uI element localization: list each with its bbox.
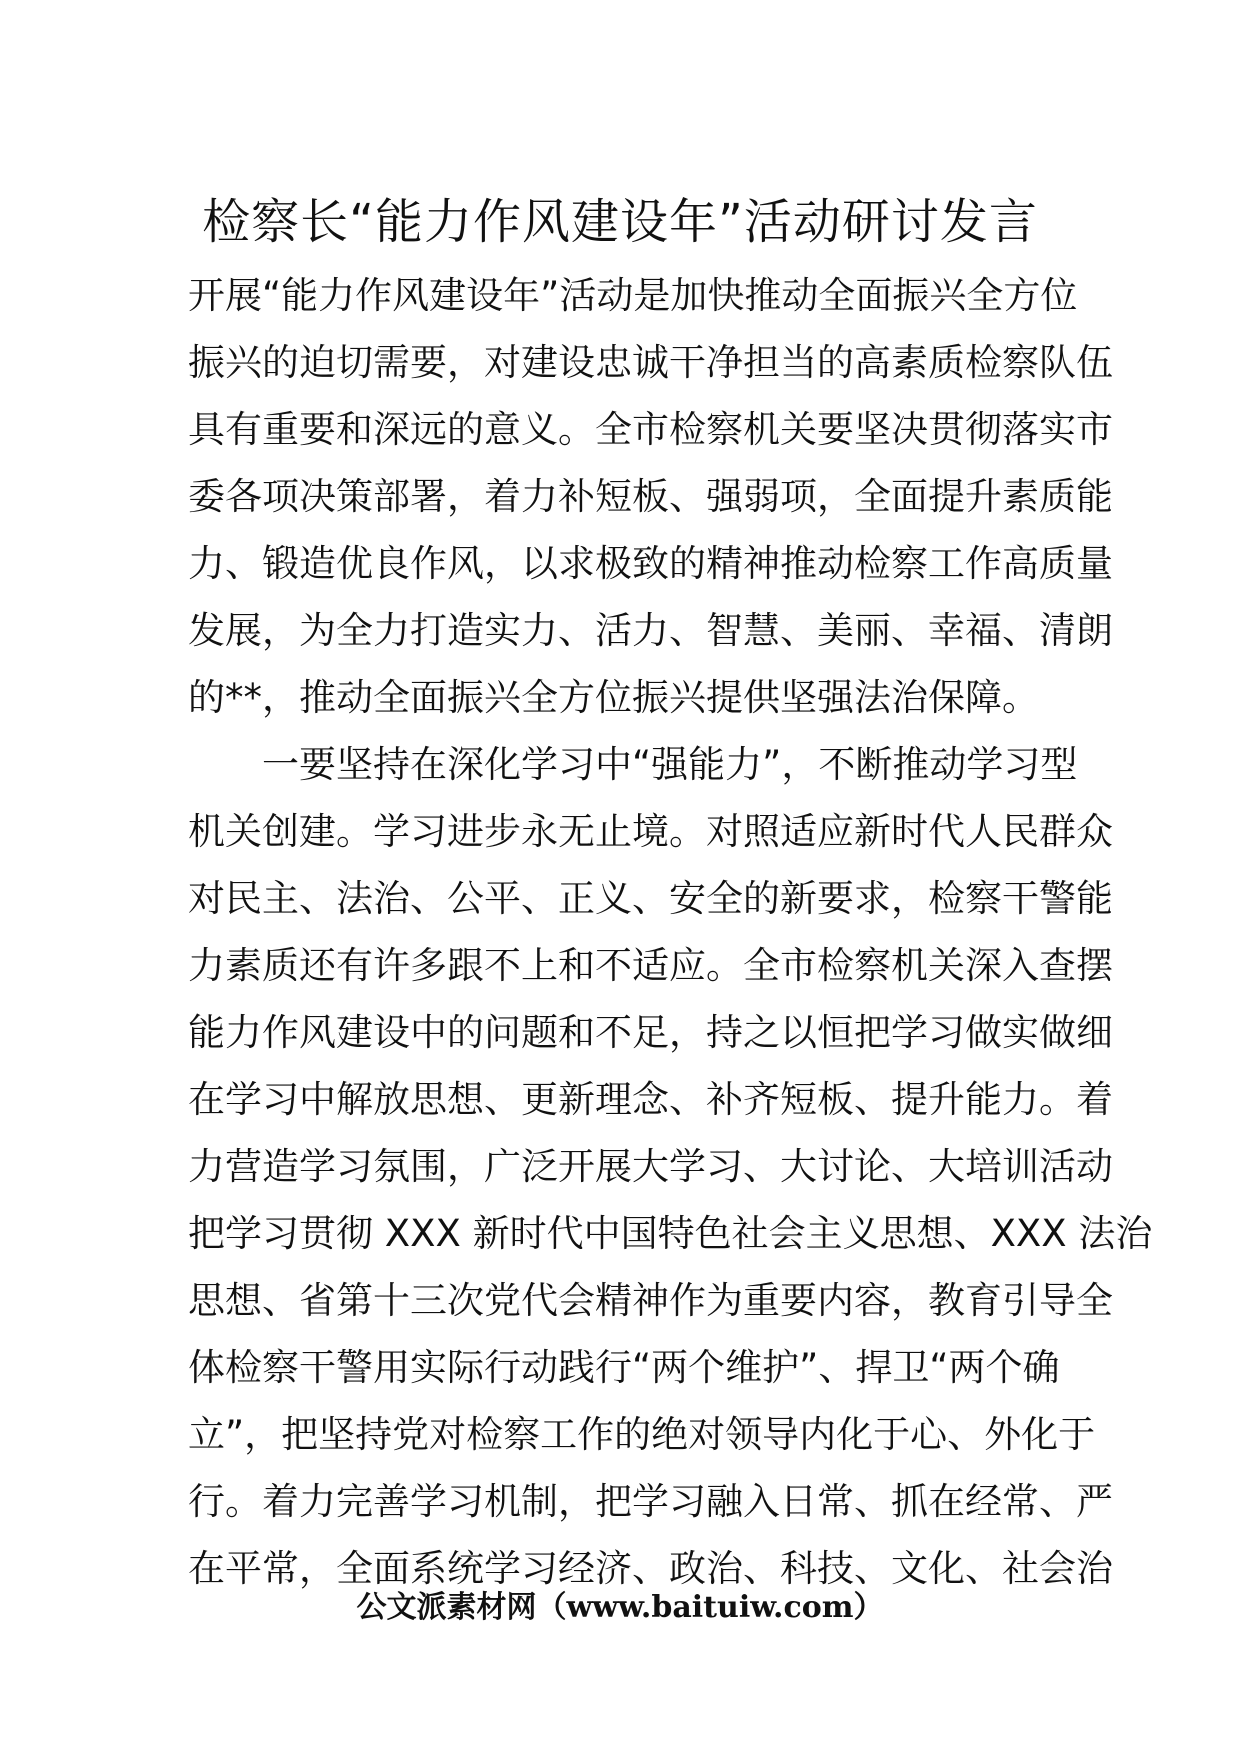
paragraph-line: 力素质还有许多跟不上和不适应。全市检察机关深入查摆 [188,944,1113,987]
paragraph-line: 体检察干警用实际行动践行“两个维护”、捍卫“两个确 [188,1346,1060,1389]
paragraph-line: 能力作风建设中的问题和不足，持之以恒把学习做实做细 [188,1011,1113,1054]
paragraph-line: 在学习中解放思想、更新理念、补齐短板、提升能力。着 [188,1078,1113,1121]
paragraph-line: 立”，把坚持党对检察工作的绝对领导内化于心、外化于 [188,1413,1096,1456]
footer-watermark: 公文派素材网（www.baituiw.com） [356,1590,884,1625]
paragraph-line: 一要坚持在深化学习中“强能力”，不断推动学习型 [262,743,1078,786]
paragraph-line: 振兴的迫切需要，对建设忠诚干净担当的高素质检察队伍 [188,341,1113,384]
paragraph-line: 的**，推动全面振兴全方位振兴提供坚强法治保障。 [188,676,1039,719]
paragraph-line: 把学习贯彻 XXX 新时代中国特色社会主义思想、XXX 法治 [188,1212,1153,1255]
paragraph-line: 行。着力完善学习机制，把学习融入日常、抓在经常、严 [188,1480,1113,1523]
paragraph-line: 具有重要和深远的意义。全市检察机关要坚决贯彻落实市 [188,408,1113,451]
paragraph-line: 机关创建。学习进步永无止境。对照适应新时代人民群众 [188,810,1113,853]
paragraph-line: 开展“能力作风建设年”活动是加快推动全面振兴全方位 [188,274,1078,317]
paragraph-intro [188,262,1113,731]
paragraph-line: 思想、省第十三次党代会精神作为重要内容，教育引导全 [188,1279,1113,1322]
paragraph-line: 在平常，全面系统学习经济、政治、科技、文化、社会治 [188,1547,1113,1590]
paragraph-line: 发展，为全力打造实力、活力、智慧、美丽、幸福、清朗 [188,609,1113,652]
document-title: 检察长“能力作风建设年”活动研讨发言 [202,194,1038,250]
paragraph-line: 委各项决策部署，着力补短板、强弱项，全面提升素质能 [188,475,1113,518]
paragraph-line: 力营造学习氛围，广泛开展大学习、大讨论、大培训活动 [188,1145,1113,1188]
paragraph-line: 对民主、法治、公平、正义、安全的新要求，检察干警能 [188,877,1113,920]
paragraph-point-one [188,731,1153,1602]
paragraph-line: 力、锻造优良作风，以求极致的精神推动检察工作高质量 [188,542,1113,585]
